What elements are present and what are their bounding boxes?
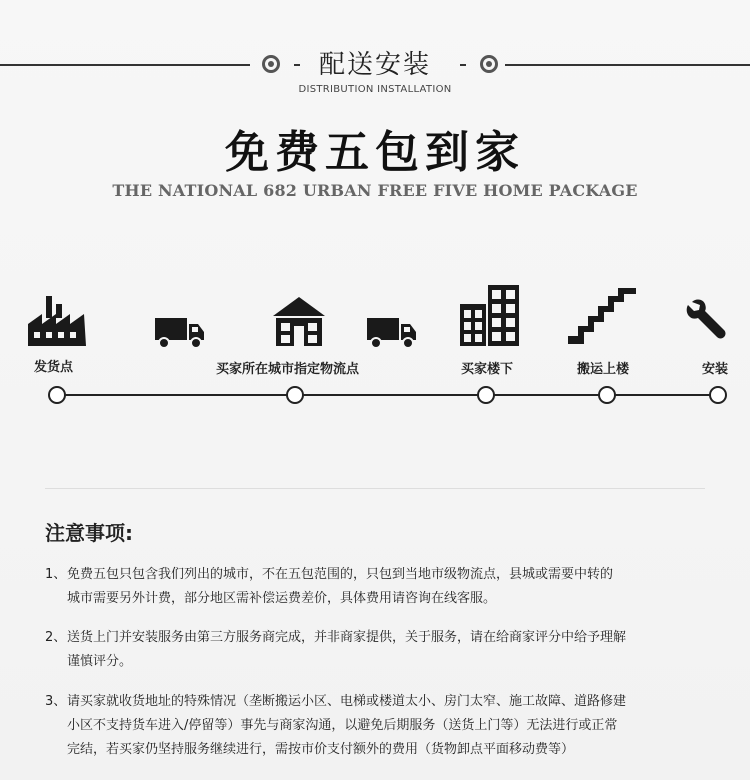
stairs-icon: [566, 286, 638, 346]
note-number: 3、: [45, 694, 67, 709]
truck-icon: [366, 316, 418, 350]
note-text: 谨慎评分。: [67, 654, 133, 669]
note-text: 免费五包只包含我们列出的城市，不在五包范围的，只包到当地市级物流点，县城或需要中转的: [67, 567, 614, 582]
wrench-icon: [686, 298, 728, 340]
track-node-2: [286, 386, 304, 404]
house-icon: [272, 296, 326, 348]
track-node-1: [48, 386, 66, 404]
truck-icon: [154, 316, 206, 350]
note-text: 送货上门并安装服务由第三方服务商完成，并非商家提供，关于服务，请在给商家评分中给予理解: [67, 630, 627, 645]
step-label-city-logistics: 买家所在城市指定物流点: [216, 362, 360, 377]
step-label-downstairs: 买家楼下: [461, 362, 514, 377]
section-subtitle: DISTRIBUTION INSTALLATION: [298, 84, 452, 95]
section-title: 配送安装: [318, 50, 431, 80]
headline: 免费五包到家: [225, 127, 525, 178]
note-number: 2、: [45, 630, 67, 645]
factory-icon: [26, 294, 90, 348]
step-label-carry-upstairs: 搬运上楼: [577, 362, 630, 377]
note-text: 城市需要另外计费，部分地区需补偿运费差价，具体费用请咨询在线客服。: [67, 591, 497, 606]
step-label-install: 安装: [702, 362, 729, 377]
note-text: 小区不支持货车进入/停留等）事先与商家沟通，以避免后期服务（送货上门等）无法进行或正常: [67, 718, 618, 733]
track-node-4: [598, 386, 616, 404]
note-item-1: [45, 563, 715, 611]
note-number: 1、: [45, 567, 67, 582]
note-item-2: [45, 626, 715, 674]
note-item-3: [45, 690, 715, 762]
note-text: 完结，若买家仍坚持服务继续进行，需按市价支付额外的费用（货物卸点平面移动费等）: [67, 742, 575, 757]
track-node-5: [709, 386, 727, 404]
step-label-shipping-point: 发货点: [34, 360, 74, 375]
section-divider: [45, 488, 705, 489]
building-icon: [459, 284, 521, 348]
progress-track: [56, 394, 718, 396]
note-text: 请买家就收货地址的特殊情况（垄断搬运小区、电梯或楼道太小、房门太窄、施工故障、道路修建: [67, 694, 627, 709]
notes-title: 注意事项:: [45, 521, 133, 545]
subheadline: THE NATIONAL 682 URBAN FREE FIVE HOME PACKAGE: [112, 181, 638, 200]
track-node-3: [477, 386, 495, 404]
